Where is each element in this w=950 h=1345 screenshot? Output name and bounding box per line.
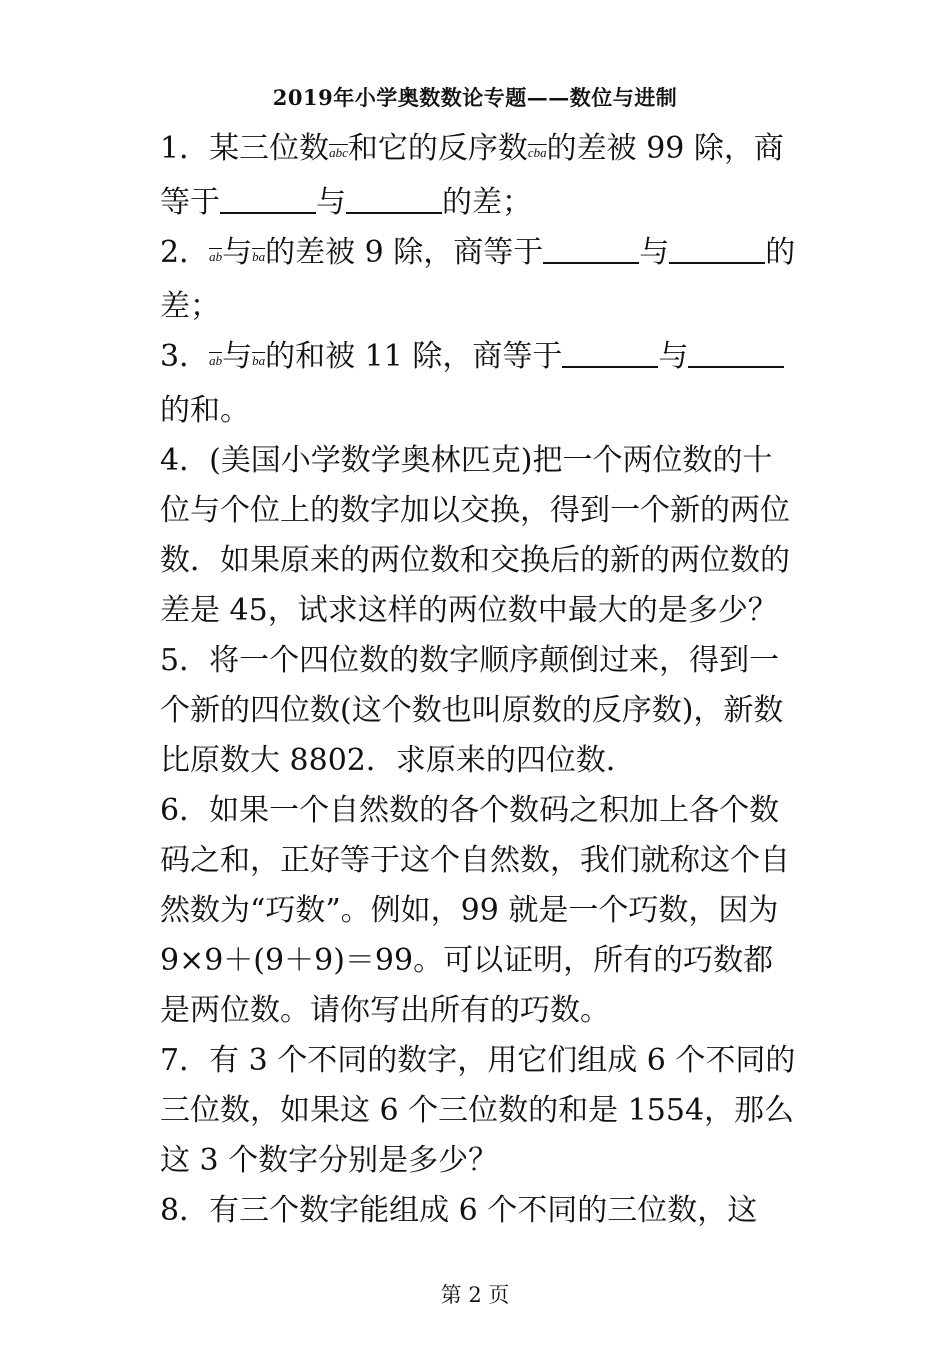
q3-text-a: 3． — [160, 339, 210, 374]
q1-overline-abc: $\overline{abc}$ — [329, 145, 348, 160]
q3-blank-2[interactable] — [688, 338, 784, 368]
q3-overline-ba: $\overline{ba}$ — [252, 353, 266, 368]
q1-blank-1[interactable] — [220, 184, 316, 214]
page-number: 第 2 页 — [440, 1283, 510, 1307]
question-list — [160, 124, 796, 1236]
q2-blank-1[interactable] — [543, 234, 639, 264]
q2-overline-ba: $\overline{ba}$ — [252, 249, 266, 264]
question-8: 8．有三个数字能组成 6 个不同的三位数，这 — [160, 1193, 758, 1228]
document-title: 2019年小学奥数数论专题——数位与进制 — [272, 85, 678, 110]
q3-text-e: 的和。 — [160, 393, 250, 428]
q1-text-a: 1．某三位数 — [160, 131, 330, 166]
q2-text-e: 的差； — [160, 235, 796, 324]
q1-overline-cba: $\overline{cba}$ — [527, 145, 547, 160]
q1-text-e: 的差； — [442, 185, 532, 220]
question-2 — [160, 228, 796, 332]
q3-blank-1[interactable] — [562, 338, 658, 368]
question-5: 5．将一个四位数的数字顺序颠倒过来，得到一个新的四位数(这个数也叫原数的反序数)，新数比原数大 8802．求原来的四位数． — [160, 643, 784, 778]
q2-text-d: 与 — [639, 235, 670, 270]
question-3 — [160, 332, 796, 436]
q1-blank-2[interactable] — [346, 184, 442, 214]
q1-text-d: 与 — [316, 185, 346, 220]
q3-text-c: 的和被 11 除，商等于 — [265, 339, 563, 374]
question-4: 4．(美国小学数学奥林匹克)把一个两位数的十位与个位上的数字加以交换，得到一个新的两位数．如果原来的两位数和交换后的新的两位数的差是 45，试求这样的两位数中最大的是多少？ — [160, 443, 790, 628]
q2-overline-ab: $\overline{ab}$ — [209, 249, 223, 264]
question-7: 7．有 3 个不同的数字，用它们组成 6 个不同的三位数，如果这 6 个三位数的和是 1554，那么这 3 个数字分别是多少？ — [160, 1043, 796, 1178]
q2-text-c: 的差被 9 除，商等于 — [265, 235, 544, 270]
question-1 — [160, 124, 796, 228]
q1-text-b: 和它的反序数 — [347, 131, 528, 166]
question-6: 6．如果一个自然数的各个数码之积加上各个数码之和，正好等于这个自然数，我们就称这个自然数为“巧数”。例如，99 就是一个巧数，因为 9×9＋(9＋9)＝99。可以证明，所有的巧数都是两位数。请你写出所有的巧数。 — [160, 793, 790, 1028]
q2-text-b: 与 — [222, 235, 253, 270]
q3-text-d: 与 — [658, 339, 689, 374]
q1-text-c: 的差被 99 除，商等于 — [160, 131, 784, 220]
q2-blank-2[interactable] — [669, 234, 765, 264]
q3-text-b: 与 — [222, 339, 253, 374]
q2-text-a: 2． — [160, 235, 210, 270]
q3-overline-ab: $\overline{ab}$ — [209, 353, 223, 368]
